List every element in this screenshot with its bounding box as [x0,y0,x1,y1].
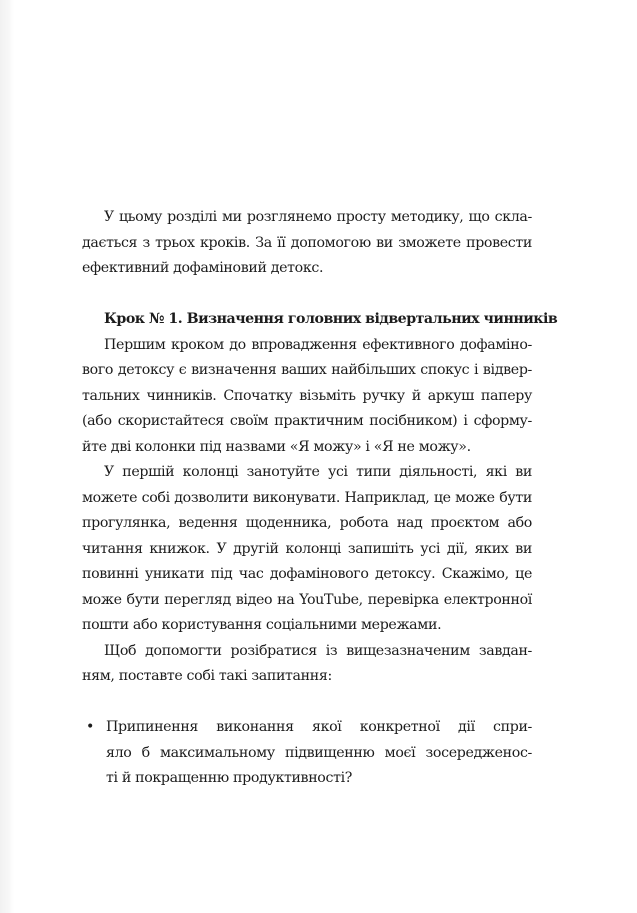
step1-paragraph-2 [82,460,532,639]
paragraph-gap [82,690,532,716]
paragraph-gap [82,282,532,308]
text-line: У цьому розділі ми розглянемо просту методику, що скла- [104,209,532,225]
text-line: тальних чинників. Спочатку візьміть ручку й аркуш паперу [82,387,532,404]
page-content [82,205,558,792]
text-line: може бути перегляд відео на YouTube, перевірка електронної [82,591,532,608]
text-line: яло б максимальному підвищенню моєї зосередженос- [106,744,532,761]
text-line: можете собі дозволити виконувати. Наприклад, це може бути [82,489,532,506]
text-line: ті й покращенню продуктивності? [106,770,353,786]
bullet-item [82,715,532,792]
text-line: вого детоксу є визначення ваших найбільших спокус і відвер- [82,362,532,378]
step1-paragraph-1 [82,333,532,461]
step1-paragraph-3 [82,639,532,690]
text-line: ням, поставте собі такі запитання: [82,668,332,684]
text-line: читання книжок. У другій колонці запишіть усі дії, яких ви [82,540,532,557]
text-line: повинні уникати під час дофамінового детоксу. Скажімо, це [82,566,532,582]
text-line: Першим кроком до впровадження ефективного дофаміно- [104,336,532,353]
text-line: (або скористайтеся своїм практичним посібником) і сформу- [82,413,532,429]
text-line: пошти або користування соціальними мережами. [82,617,442,633]
intro-paragraph [82,205,532,282]
text-line: прогулянка, ведення щоденника, робота над проєктом або [82,515,532,531]
bullet-marker: • [86,719,95,735]
text-line: Щоб допомогти розібратися із вищезазначеним завдан- [104,642,532,659]
text-line: дається з трьох кроків. За її допомогою ви зможете провести [82,234,532,251]
text-line: йте дві колонки під назвами «Я можу» і «Я не можу». [82,438,471,455]
text-line: Припинення виконання якої конкретної дії спри- [106,719,532,735]
text-line: ефективний дофаміновий детокс. [82,260,324,276]
section-heading: Крок № 1. Визначення головних відвертальних чинників [104,311,558,327]
text-line: У першій колонці занотуйте усі типи діяльності, які ви [104,464,532,480]
page-edge-shadow [0,0,14,913]
